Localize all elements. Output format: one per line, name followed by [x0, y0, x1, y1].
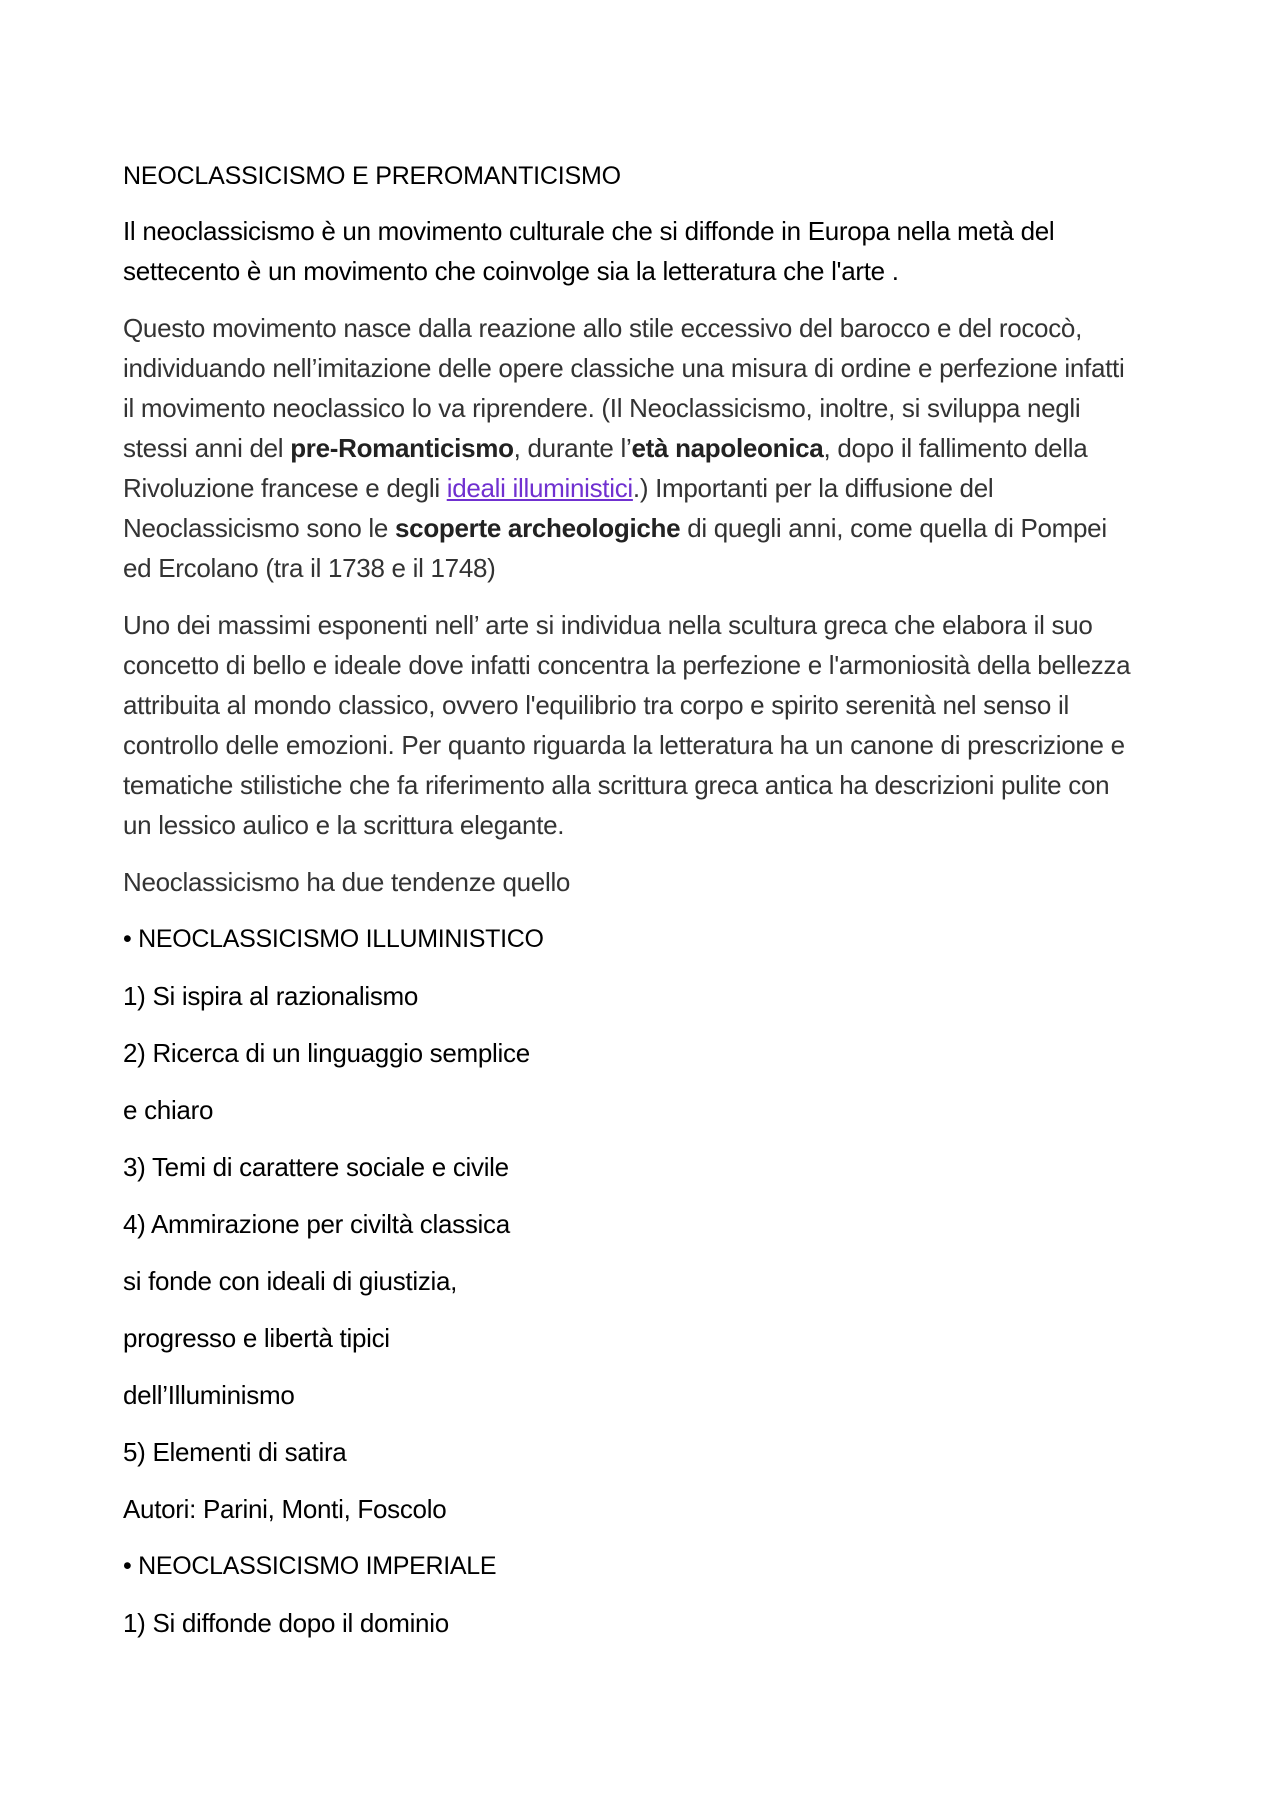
p2-text-5: di quegli anni, come quella di Pompei ed Ercolano (tra il 1738 e il 1748) — [123, 513, 1107, 583]
list-item: 1) Si diffonde dopo il dominio — [123, 1608, 449, 1638]
list-item: e chiaro — [123, 1095, 214, 1125]
bold-eta-napoleonica: età napoleonica — [631, 433, 824, 463]
list-item: 3) Temi di carattere sociale e civile — [123, 1152, 509, 1182]
bold-scoperte-archeologiche: scoperte archeologiche — [395, 513, 681, 543]
bold-pre-romanticismo: pre-Romanticismo — [290, 433, 514, 463]
list-item: 5) Elementi di satira — [123, 1437, 347, 1467]
bullet-heading-imperiale: • NEOCLASSICISMO IMPERIALE — [123, 1552, 497, 1580]
list-item: 2) Ricerca di un linguaggio semplice — [123, 1038, 530, 1068]
intro-paragraph: Il neoclassicismo è un movimento culturale che si diffonde in Europa nella metà del settecento è un movimento che coinvolge sia la letteratura che l'arte . — [123, 216, 1055, 286]
paragraph-art: Uno dei massimi esponenti nell’ arte si individua nella scultura greca che elabora il suo concetto di bello e ideale dove infatti concentra la perfezione e l'armoniosità della bellezza attribuita al mondo classico, ovvero l'equilibrio tra corpo e spirito serenità nel senso il controllo delle emozioni. Per quanto riguarda la letteratura ha un canone di prescrizione e tematiche stilistiche che fa riferimento alla scrittura greca antica ha descrizioni pulite con un lessico aulico e la scrittura elegante. — [123, 610, 1131, 840]
paragraph-origins — [123, 308, 1140, 588]
p2-text-4: .) Importanti per la diffusione del Neoclassicismo sono le — [123, 473, 994, 543]
bullet-heading-illuministico: • NEOCLASSICISMO ILLUMINISTICO — [123, 925, 544, 953]
p2-text-1: Questo movimento nasce dalla reazione allo stile eccessivo del barocco e del rococò, individuando nell’imitazione delle opere classiche una misura di ordine e perfezione infatti il movimento neoclassico lo va riprendere. (Il Neoclassicismo, inoltre, si sviluppa negli stessi anni del — [123, 313, 1125, 463]
authors-line: Autori: Parini, Monti, Foscolo — [123, 1494, 447, 1524]
paragraph-tendencies: Neoclassicismo ha due tendenze quello — [123, 867, 571, 897]
list-item: 4) Ammirazione per civiltà classica — [123, 1209, 510, 1239]
list-item: dell’Illuminismo — [123, 1380, 295, 1410]
link-ideali-illuministici[interactable]: ideali illuministici — [446, 473, 633, 503]
list-item: si fonde con ideali di giustizia, — [123, 1266, 458, 1296]
p2-text-3: , dopo il fallimento della Rivoluzione francese e degli — [123, 433, 1088, 503]
document-title: NEOCLASSICISMO E PREROMANTICISMO — [123, 162, 621, 190]
list-item: progresso e libertà tipici — [123, 1323, 390, 1353]
p2-text-2: , durante l’ — [513, 433, 632, 463]
list-item: 1) Si ispira al razionalismo — [123, 981, 419, 1011]
